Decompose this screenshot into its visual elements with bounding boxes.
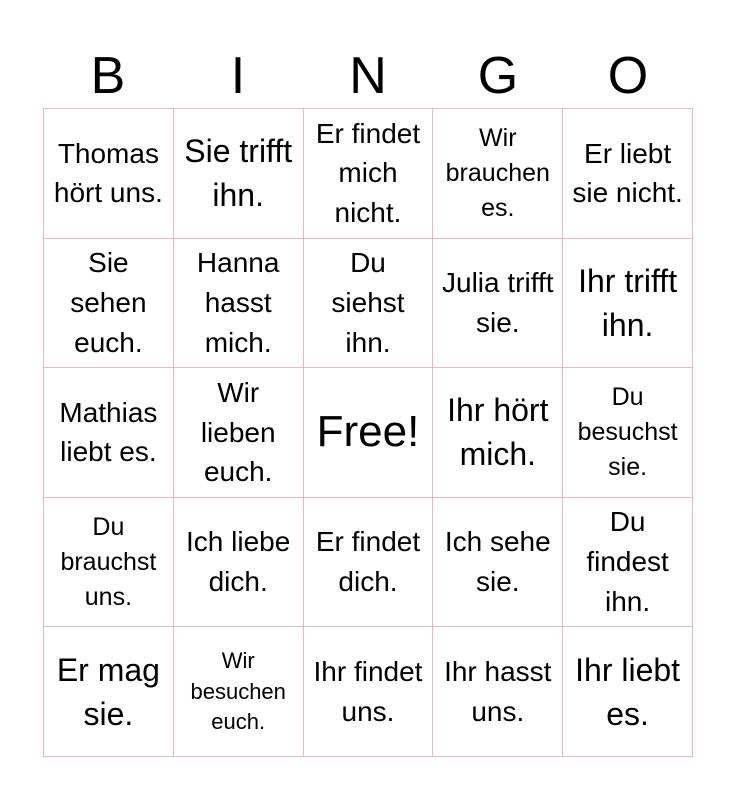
- cell-text: Wir lieben euch.: [200, 376, 276, 488]
- bingo-cell-r3-c5[interactable]: [563, 368, 693, 498]
- bingo-header: [43, 40, 693, 108]
- cell-text: Ihr trifft ihn.: [578, 262, 678, 343]
- header-letter-i: I: [230, 47, 246, 105]
- cell-text: Wir brauchen es.: [445, 123, 550, 222]
- cell-text: Er findet dich.: [315, 526, 421, 598]
- bingo-cell-r2-c5[interactable]: [563, 239, 693, 369]
- bingo-cell-r1-c2[interactable]: [174, 109, 304, 239]
- cell-text: Er liebt sie nicht.: [572, 137, 683, 209]
- free-space-label: Free!: [316, 407, 420, 457]
- bingo-cell-r2-c3[interactable]: [304, 239, 434, 369]
- bingo-cell-r4-c2[interactable]: [174, 498, 304, 628]
- cell-text: Mathias liebt es.: [59, 396, 158, 468]
- cell-text: Er findet mich nicht.: [315, 117, 421, 229]
- bingo-cell-r5-c1[interactable]: [44, 627, 174, 757]
- header-letter-o: O: [607, 47, 649, 105]
- header-letter-n: N: [349, 47, 387, 105]
- cell-text: Ihr hasst uns.: [444, 655, 552, 727]
- bingo-cell-r4-c3[interactable]: [304, 498, 434, 628]
- bingo-card: [43, 108, 693, 757]
- bingo-cell-r2-c1[interactable]: [44, 239, 174, 369]
- bingo-cell-r4-c5[interactable]: [563, 498, 693, 628]
- bingo-cell-r3-c2[interactable]: [174, 368, 304, 498]
- header-letter-b: B: [90, 47, 126, 105]
- bingo-cell-r2-c2[interactable]: [174, 239, 304, 369]
- bingo-cell-free[interactable]: [304, 368, 434, 498]
- header-letter-g: G: [477, 47, 519, 105]
- bingo-cell-r4-c1[interactable]: [44, 498, 174, 628]
- bingo-cell-r1-c4[interactable]: [433, 109, 563, 239]
- bingo-cell-r1-c1[interactable]: [44, 109, 174, 239]
- cell-text: Wir besuchen euch.: [190, 648, 286, 734]
- bingo-cell-r1-c3[interactable]: [304, 109, 434, 239]
- cell-text: Du besuchst sie.: [577, 382, 678, 481]
- bingo-cell-r1-c5[interactable]: [563, 109, 693, 239]
- cell-text: Julia trifft sie.: [442, 267, 554, 338]
- bingo-cell-r2-c4[interactable]: [433, 239, 563, 369]
- cell-text: Ihr liebt es.: [575, 651, 681, 732]
- cell-text: Sie trifft ihn.: [184, 133, 293, 214]
- cell-text: Er mag sie.: [56, 651, 160, 732]
- cell-text: Hanna hasst mich.: [196, 247, 280, 358]
- cell-text: Du findest ihn.: [586, 506, 669, 617]
- cell-text: Ich liebe dich.: [186, 526, 291, 598]
- cell-text: Ich sehe sie.: [444, 526, 551, 598]
- bingo-cell-r3-c1[interactable]: [44, 368, 174, 498]
- cell-text: Thomas hört uns.: [53, 137, 163, 209]
- bingo-cell-r5-c4[interactable]: [433, 627, 563, 757]
- cell-text: Ihr hört mich.: [447, 392, 549, 473]
- cell-text: Du siehst ihn.: [331, 247, 405, 358]
- cell-text: Ihr findet uns.: [313, 655, 423, 727]
- bingo-cell-r5-c2[interactable]: [174, 627, 304, 757]
- cell-text: Sie sehen euch.: [70, 247, 147, 358]
- bingo-cell-r5-c5[interactable]: [563, 627, 693, 757]
- bingo-cell-r4-c4[interactable]: [433, 498, 563, 628]
- bingo-cell-r5-c3[interactable]: [304, 627, 434, 757]
- cell-text: Du brauchst uns.: [60, 512, 157, 611]
- bingo-cell-r3-c4[interactable]: [433, 368, 563, 498]
